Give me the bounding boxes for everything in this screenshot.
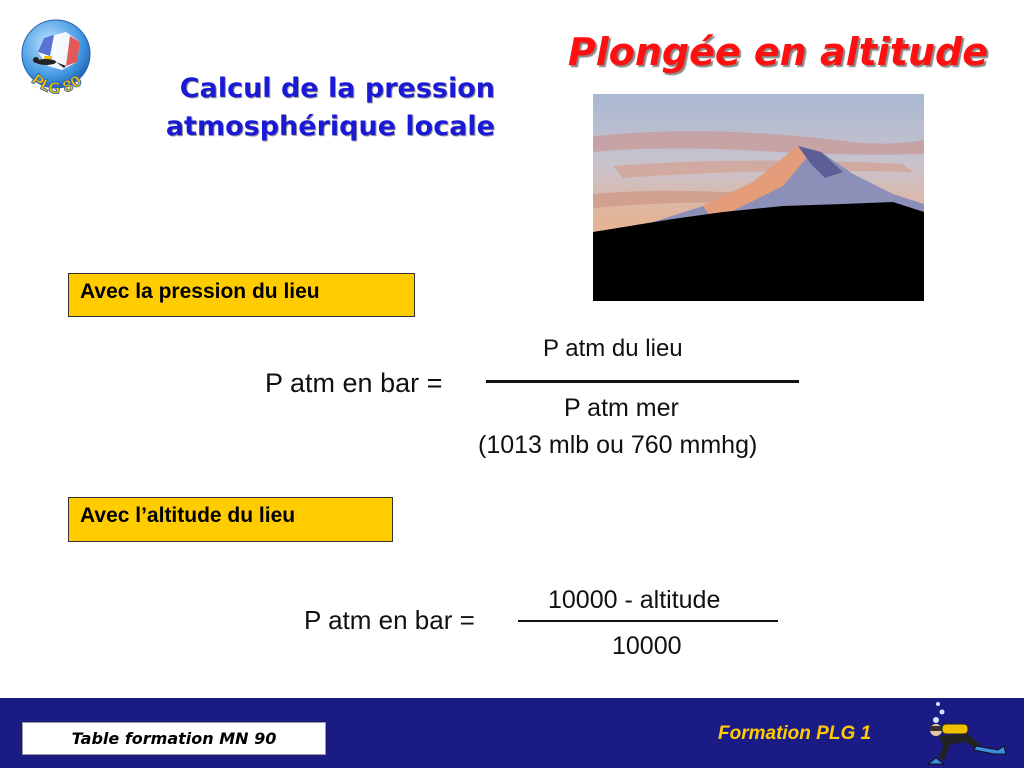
subtitle-line-2: atmosphérique locale: [165, 111, 495, 142]
subtitle-line-1: Calcul de la pression: [179, 73, 495, 104]
page-title: Plongée en altitude: [567, 30, 988, 74]
formula-altitude: [300, 580, 800, 670]
formula-2-denominator: 10000: [612, 632, 682, 660]
formula-1-denominator: P atm mer: [564, 394, 679, 422]
formula-1-numerator: P atm du lieu: [543, 335, 683, 362]
mountain-illustration: [593, 94, 924, 301]
page-subtitle: [140, 70, 495, 146]
formula-2-numerator: 10000 - altitude: [548, 586, 721, 614]
formula-pressure: [260, 330, 820, 470]
footer-course-label: Formation PLG 1: [718, 723, 872, 744]
formula-1-denominator-note: (1013 mlb ou 760 mmhg): [478, 431, 758, 459]
footer-table-label: Table formation MN 90: [22, 722, 326, 755]
formula-1-fraction-bar: [486, 380, 799, 383]
plg-80-logo: [14, 16, 98, 106]
label-pressure-method: Avec la pression du lieu: [68, 273, 415, 317]
diver-icon: [908, 700, 1012, 766]
formula-1-lhs: P atm en bar =: [265, 368, 443, 398]
formula-2-fraction-bar: [518, 620, 778, 622]
label-altitude-method: Avec l’altitude du lieu: [68, 497, 393, 542]
logo-text: PLG 80: [27, 70, 86, 99]
formula-2-lhs: P atm en bar =: [304, 605, 475, 635]
